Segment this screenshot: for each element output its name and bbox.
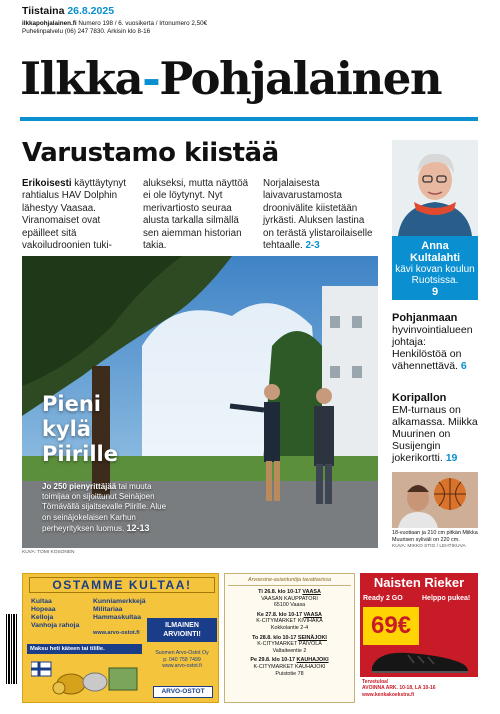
teaser-pohjanmaa[interactable]: Pohjanmaan hyvinvointialueen johtaja: Henkilöstöä on vähennettävä. 6 [392,312,473,372]
ad-events-schedule[interactable]: Arvoesine-asiantuntija tavattavissa Ti 26.8. klo 10-17 VAASA VAASAN KAUPPATORI 65100 Vaasa Ke 27.8. klo 10-17 VAASA K-CITYMARKET KIVIHAKA Kokkolantie 2-4 To 28.8. klo 10-17 SEINÄJOKI K-CITYMARKET PÄIVÖLÄ Valtaiteentie 2 Pe 29.8. klo 10-17 KAUHAJOKI K-CITYMARKET KAUHAJOKI Puistotie 78 [224,573,355,703]
anna-teaser[interactable]: Anna Kultalahti kävi kovan koulun Ruotsissa. 9 [392,236,478,300]
event-row: Ke 27.8. klo 10-17 VAASA K-CITYMARKET KIVIHAKA Kokkolantie 2-4 [256,611,323,631]
ad-rieker-shoes[interactable]: Naisten Rieker Ready 2 GO Helppo pukea! 69€ Tervetuloa! AVOINNA ARK. 10-18, LA 10-16 www.kenkakoekstra.fi [360,573,478,703]
phone-info: Puhelinpalvelu (06) 247 7830. Arkisin klo 8-16 [22,28,151,35]
teaser-koripallo[interactable]: Koripallon EM-turnaus on alkamassa. Miikka Muurinen on Susijengin jokerikortti. 19 [392,392,478,464]
feature-title[interactable]: Pieni kylä Piirille [42,392,118,466]
lead-headline[interactable]: Varustamo kiistää [22,138,279,168]
issue-date: Tiistaina 26.8.2025 [22,5,115,17]
lead-column-1: Erikoisesti käyttäytynyt rahtialus HAV Dolphin lähestyy Vaasaa. Viranomaiset ovat epäilleet sitä vakoiludroonien tuki- [22,178,127,252]
event-row: To 28.8. klo 10-17 SEINÄJOKI K-CITYMARKET PÄIVÖLÄ Valtaiteentie 2 [252,634,327,654]
masthead-logo: Ilkka-Pohjalainen [20,52,442,105]
lead-column-2: alukseksi, mutta näyttöä ei ole löytynyt. Nyt merivartiosto seuraa alusta tarkalla silmällä sen aiemman historian takia. [143,178,249,252]
page-ref: 2-3 [305,240,320,252]
event-row: Pe 29.8. klo 10-17 KAUHAJOKI K-CITYMARKET KAUHAJOKI Puistotie 78 [250,657,329,677]
ad-shoes-title: Naisten Rieker [373,575,465,590]
shoe-icon [368,643,472,677]
ad-gold-title: OSTAMME KULTAA! [29,577,215,593]
issue-info: ilkkapohjalainen.fi Numero 198 / 6. vuosikerta / Irtonumero 2,50€ [22,20,208,27]
basketball-credit: KUVA: MIKKO STIG / LEHTIKUVA [392,544,466,549]
gold-items-icon [31,658,141,698]
barcode-icon [4,612,18,686]
ad-shoes-footer: Tervetuloa! AVOINNA ARK. 10-18, LA 10-16 www.kenkakoekstra.fi [360,677,478,703]
lead-column-3: Norjalaisesta laivavarustamosta droonivälite kiistetään jyrkästi. Aluksen lastina on terästä ylistaroilaiselle tehtaalle. 2-3 [263,178,373,252]
ad-shoes-price: 69€ [363,607,419,645]
ad-gold-logo: ARVO-OSTOT [153,686,213,698]
event-row: Ti 26.8. klo 10-17 VAASA VAASAN KAUPPATORI 65100 Vaasa [258,589,321,609]
ad-gold-cash: Maksu heti käteen tai tilille. [27,644,142,654]
masthead-rule [20,117,478,121]
ad-gold-buying[interactable]: OSTAMME KULTAA! Kultaa Hopeaa Kelloja Vanhoja rahoja Kunniamerkkejä Militariaa Hammaskultaa www.arvo-ostot.fi ILMAINEN ARVIOINTI! Maksu heti käteen tai tilille. Suomen Arvo-Ostot Oy p. 040 758 7499 www.arvo-ostot.fi ARVO-OSTOT [22,573,219,703]
basketball-caption: 18-vuotiaan ja 210 cm pitkän Miikka Muurisen syliväli on 220 cm. [392,530,478,543]
anna-photo [392,140,478,236]
ad-gold-contact: Suomen Arvo-Ostot Oy p. 040 758 7499 www.arvo-ostot.fi [155,650,209,669]
basketball-photo [392,472,478,528]
feature-credit: KUVA: TOMI KOSONEN [22,550,75,555]
feature-text: Jo 250 pienyrittäjää tai muuta toimijaa on sijoittunut Seinäjoen Törnävällä sijaitsevalle Piirille. Alue on seinäjokelaisen Karhun perheyrityksen luomus. 12-13 [42,482,167,533]
ad-gold-free-badge: ILMAINEN ARVIOINTI! [147,618,217,642]
site-link[interactable]: ilkkapohjalainen.fi [22,20,77,27]
